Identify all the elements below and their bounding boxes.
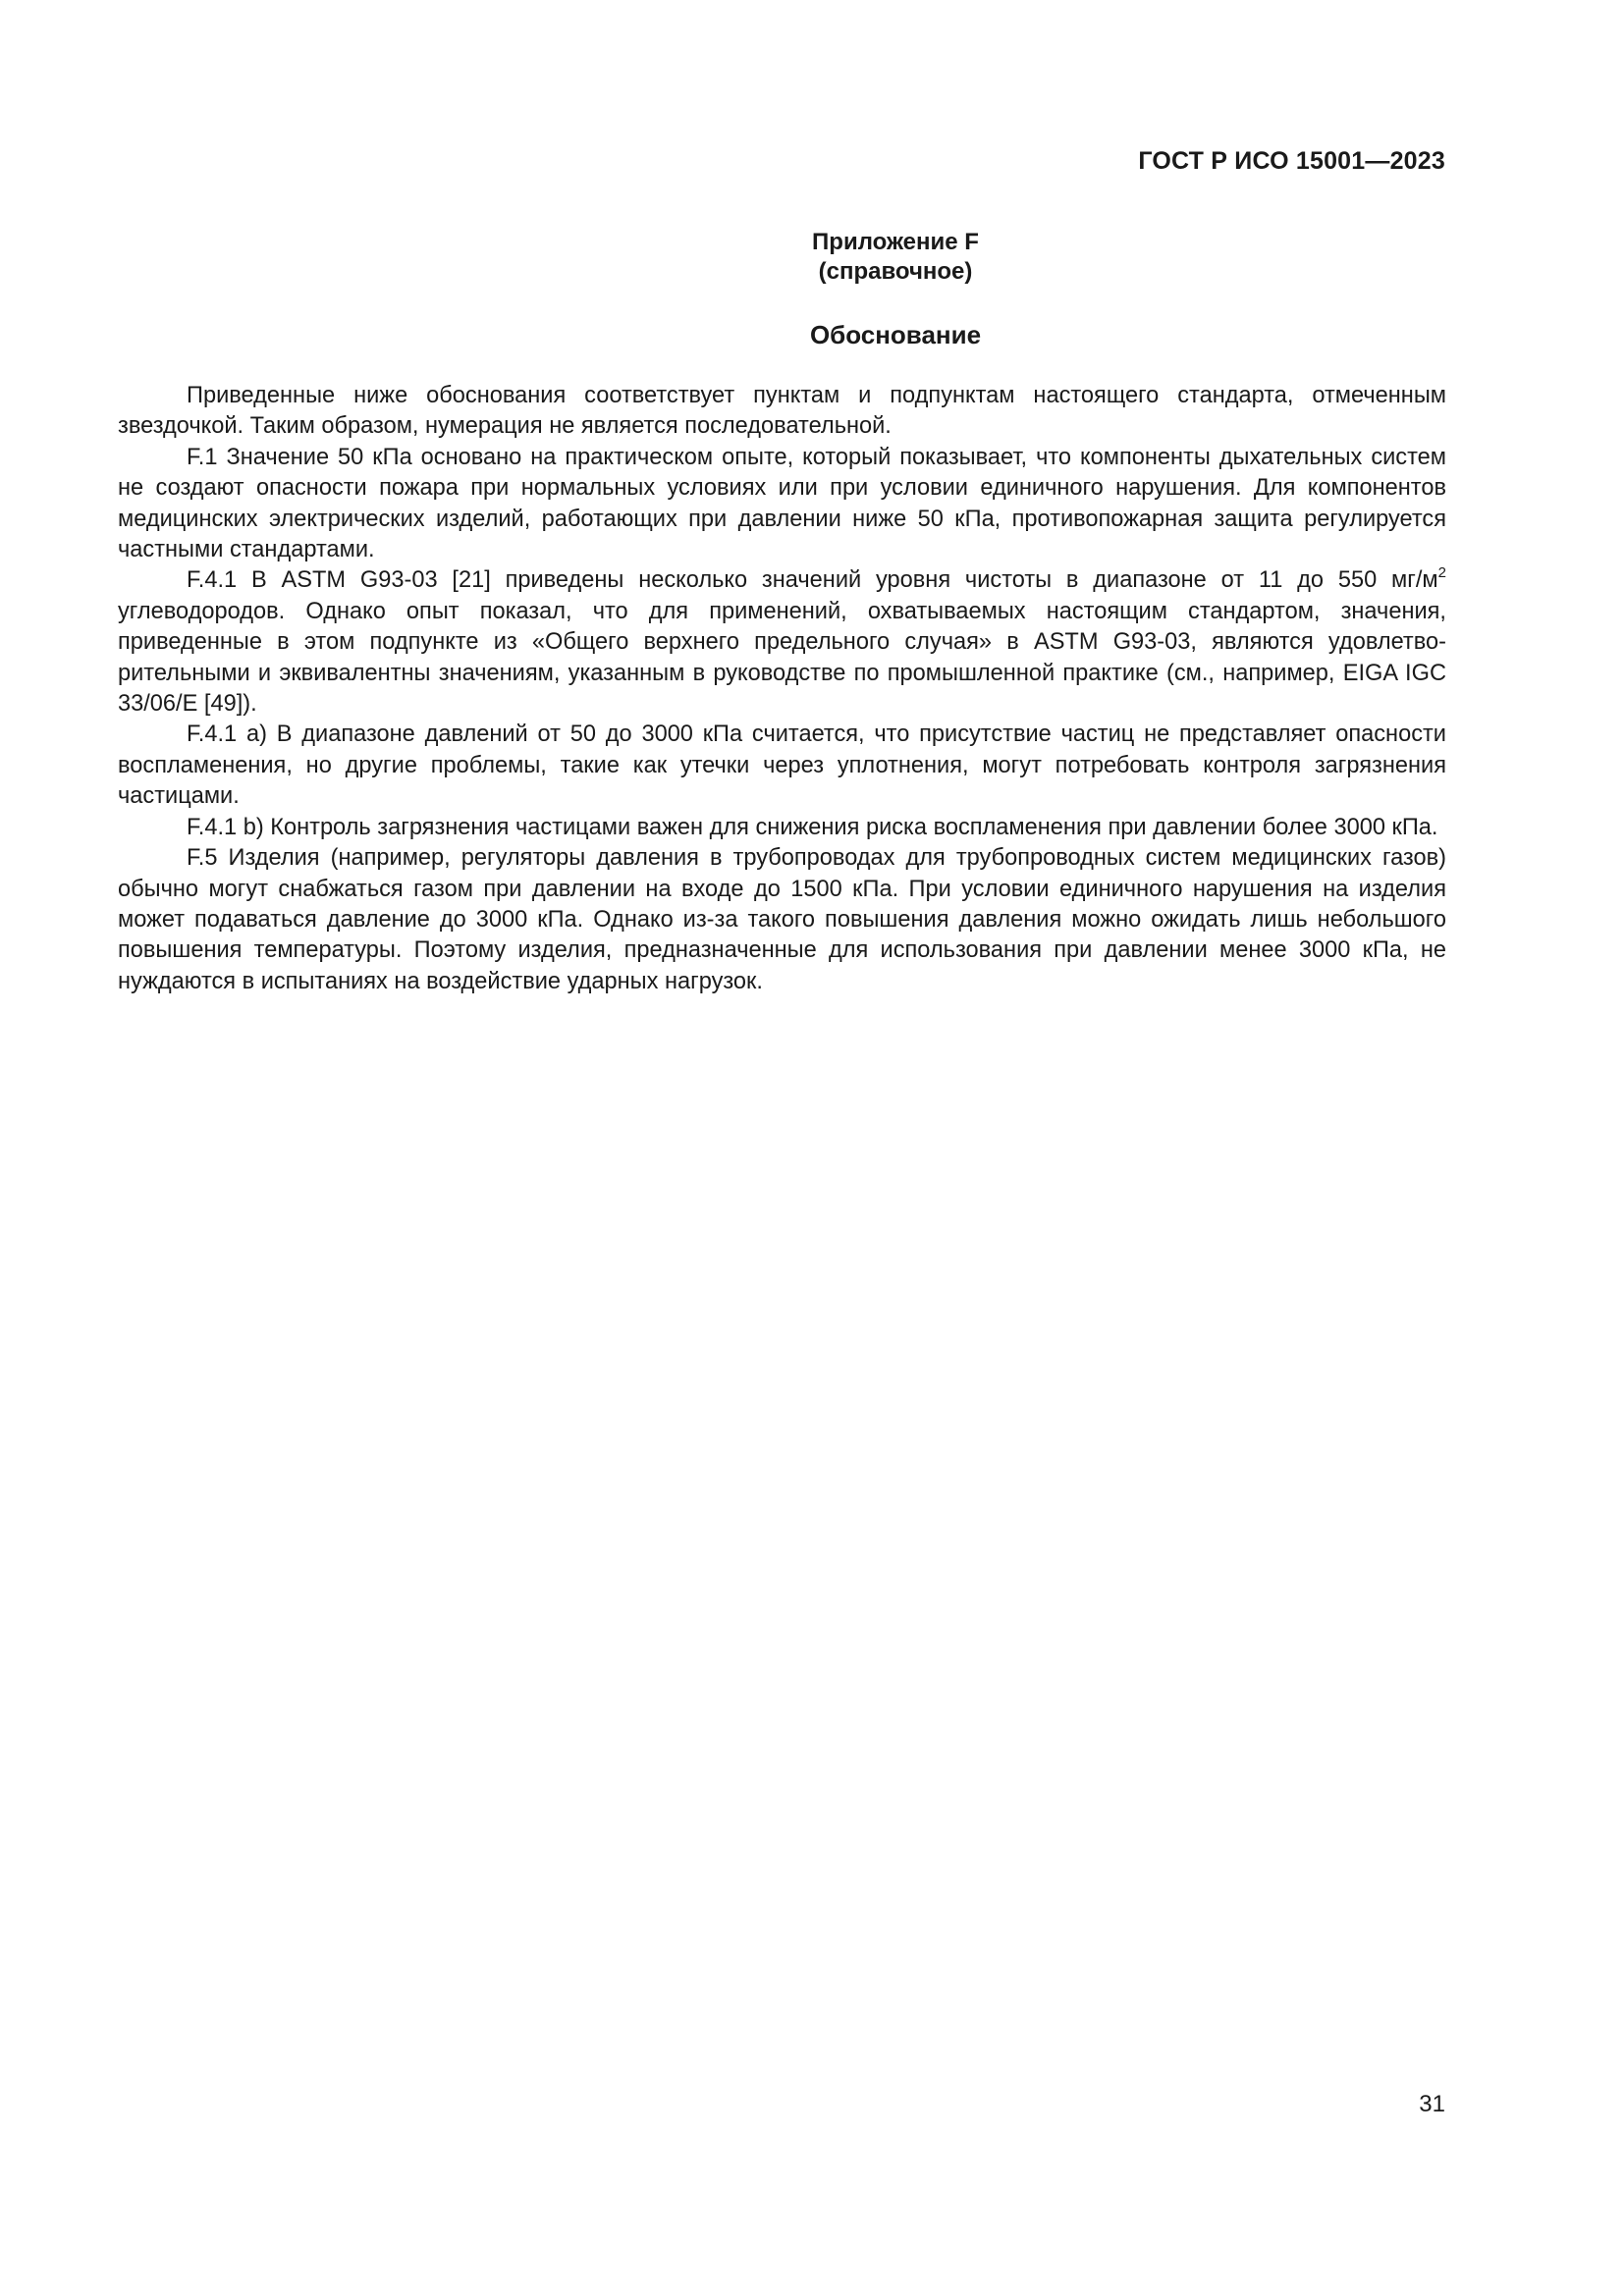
paragraph-f1: F.1 Значение 50 кПа основано на практическом опыте, который показывает, что компоненты дыхательных систем не создают опасности пожара при нормальных условиях или при условии единичного нарушения. Для компонентов медицинских электрических изделий, работающих при давлении ниже 50 кПа, противопожарная защита регулируется частными стандартами. [118, 444, 1446, 563]
page-number: 31 [1419, 2091, 1445, 2117]
superscript-exponent: 2 [1437, 563, 1446, 581]
paragraph-f41a: F.4.1 a) В диапазоне давлений от 50 до 3000 кПа считается, что присутствие частиц не представляет опасности воспламенения, но другие проблемы, такие как утечки через уплотнения, могут потребовать контроля загрязнения частицами. [118, 721, 1446, 810]
appendix-type: (справочное) [818, 258, 973, 285]
paragraph-intro: Приведенные ниже обоснования соответствует пунктам и подпунктам настоящего стандарта, отмеченным звездочкой. Таким образом, нумерация не является последовательной. [118, 383, 1446, 440]
paragraph-f5: F.5 Изделия (например, регуляторы давления в трубопроводах для трубопроводных систем медицинских газов) обычно могут снабжаться газом при давлении на входе до 1500 кПа. При условии единичного нарушения на изделия может подаваться давление до 3000 кПа. Однако из-за такого повышения давления можно ожидать лишь небольшого повышения температуры. Поэтому изделия, предназначенные для использования при давлении менее 3000 кПа, не нуждаются в испытаниях на воздействие ударных нагрузок. [118, 845, 1446, 994]
body-text [118, 381, 1446, 997]
paragraph-f41-part2: углеводородов. Однако опыт показал, что для применений, охватываемых настоящим стандартом, значения, приведенные в этом подпункте из «Общего верхнего предельного случая» в ASTM G93-03, являются удовлетворительными и эквивалентны значениям, указанным в руководстве по промышленной практике (см., например, EIGA IGC 33/06/E [49]). [118, 598, 1446, 718]
document-code-header: ГОСТ Р ИСО 15001—2023 [1138, 147, 1445, 175]
section-title: Обоснование [809, 320, 982, 349]
paragraph-f41b: F.4.1 b) Контроль загрязнения частицами важен для снижения риска воспламенения при давлении более 3000 кПа. [187, 814, 1438, 840]
paragraph-f41 [118, 565, 1446, 720]
appendix-title: Приложение F [812, 229, 979, 255]
section-title-wrapper [0, 320, 1624, 350]
appendix-heading [0, 228, 1624, 287]
paragraph-f41-part1: F.4.1 В ASTM G93-03 [21] приведены несколько значений уровня чистоты в диапазоне от 11 до 550 мг/м [187, 567, 1438, 594]
